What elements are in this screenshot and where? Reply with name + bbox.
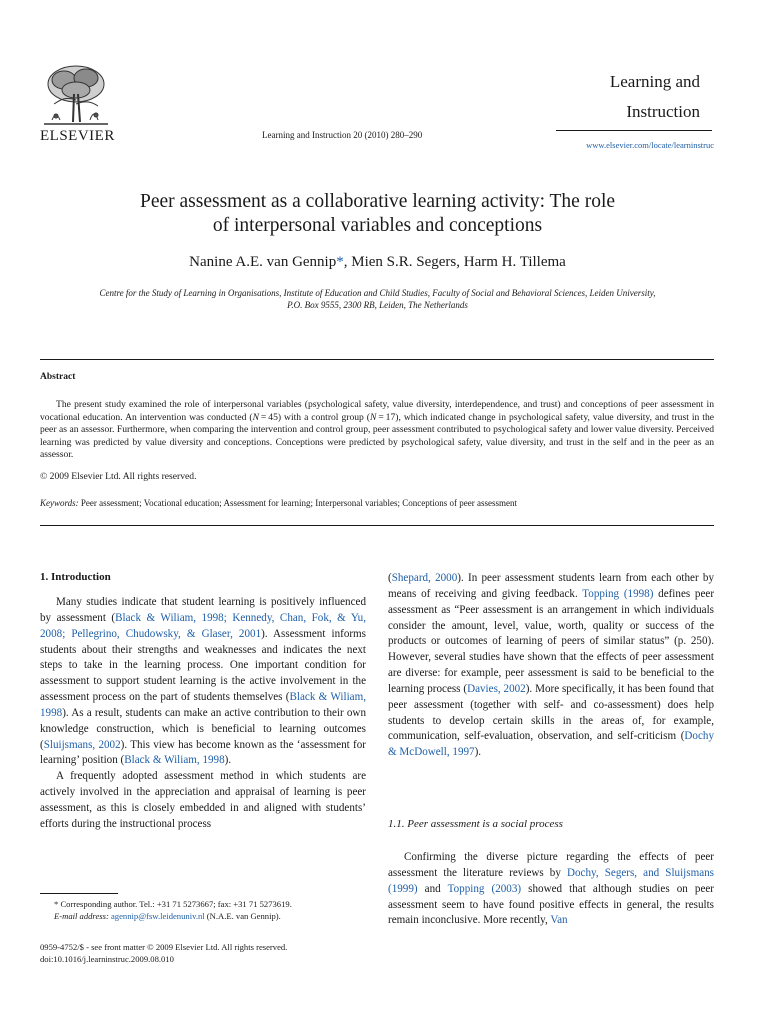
abstract-copyright: © 2009 Elsevier Ltd. All rights reserved.	[40, 471, 197, 482]
section-heading-introduction: 1. Introduction	[40, 571, 111, 583]
issn-line: 0959-4752/$ - see front matter © 2009 Elsevier Ltd. All rights reserved.	[40, 942, 288, 952]
front-matter	[40, 941, 287, 966]
citation-link[interactable]: Topping (2003)	[447, 882, 522, 895]
citation-link[interactable]: Sluijsmans, 2002	[43, 738, 121, 751]
keywords-list: Peer assessment; Vocational education; Assessment for learning; Interpersonal variables; Conceptions of peer assessment	[78, 498, 517, 508]
publisher-name: ELSEVIER	[40, 128, 115, 144]
text-span: defines peer assessment as “Peer assessment is an arrangement in which individuals consider the amount, level, value, worth, quality or success of the products or outcomes of learning of peers of similar status” (p. 250). However, several studies have shown that the effects of peer assessment are diverse: for example, peer assessment is said to be beneficial to the learning process (	[388, 587, 715, 695]
citation-link[interactable]: Black & Wiliam, 1998	[40, 691, 366, 719]
journal-citation: Learning and Instruction 20 (2010) 280–290	[262, 130, 423, 140]
citation-link[interactable]: Black & Wiliam, 1998; Kennedy, Chan, Fok, & Yu, 2008; Pellegrino, Chudowsky, & Glaser, 2001	[40, 611, 366, 640]
title-line1: Peer assessment as a collaborative learning activity: The role	[139, 191, 616, 212]
paragraph	[388, 850, 714, 929]
text-span: ).	[474, 746, 482, 759]
journal-title-line2: Instruction	[626, 102, 700, 121]
authors-rest: , Mien S.R. Segers, Harm H. Tillema	[343, 254, 566, 270]
paragraph	[40, 595, 366, 769]
text-span: Many studies indicate that student learning is positively influenced by assessment (	[40, 596, 366, 624]
text-span: ). Assessment informs students about their strengths and weaknesses and indicates the next steps to take in the learning process. One important condition for assessment to support student learning is the active involvement in the assessment process on the part of students themselves (	[40, 627, 367, 704]
text-span: ).	[224, 754, 232, 767]
right-column-continued	[388, 850, 714, 929]
journal-title-box	[556, 60, 712, 131]
affiliation-line1: Centre for the Study of Learning in Organisations, Institute of Education and Child Studies, Faculty of Social and Behavioral Sciences, Leiden University,	[99, 288, 656, 298]
text-span: showed that although studies on peer assessment seem to have found positive effects in general, the results remain inconclusive. More recently,	[388, 882, 715, 927]
email-note	[40, 910, 370, 922]
citation-link[interactable]: Van	[550, 914, 568, 927]
journal-title-line1: Learning and	[609, 72, 700, 91]
footnote-rule	[40, 893, 118, 894]
affiliation	[40, 287, 715, 311]
abstract-heading: Abstract	[40, 372, 76, 382]
journal-url-link[interactable]: www.elsevier.com/locate/learninstruc	[586, 140, 714, 150]
email-label: E-mail address:	[54, 911, 109, 922]
footnote	[40, 898, 370, 923]
text-span: ). More specifically, it has been found that peer assessment (together with self- and co-assessment) does help students to develop certain skills in the areas of, for example, communication, self-evaluation, observation, and self-criticism (	[388, 682, 714, 743]
abstract-text	[40, 399, 714, 462]
author-1: Nanine A.E. van Gennip	[189, 254, 337, 270]
top-rule	[40, 359, 714, 360]
text-span: and	[417, 882, 448, 895]
abstract-text-b: = 45) with a control group (	[259, 411, 371, 423]
n-variable: N	[252, 411, 260, 423]
email-link[interactable]: agennip@fsw.leidenuniv.nl	[110, 911, 205, 922]
corresponding-author-mark[interactable]: *	[336, 254, 344, 270]
corresponding-author-note: * Corresponding author. Tel.: +31 71 5273667; fax: +31 71 5273619.	[54, 899, 292, 909]
citation-link[interactable]: Davies, 2002	[467, 682, 526, 695]
paragraph: (Shepard, 2000). In peer assessment students learn from each other by means of receiving and giving feedback. Topping (1998) defines peer assessment as “Peer assessment is an arrangement in which individuals consider the amount, level, value, worth, quality or success of the products or outcomes of learning of peers of similar status” (p. 250). However, several studies have shown that the effects of peer assessment are diverse: for example, peer assessment is said to be beneficial to the learning process (Davies, 2002). More specifically, it has been found that peer assessment (together with self- and co-assessment) does help students to develop certain skills in the areas of, for example, communication, self-evaluation, observation, and self-criticism (Dochy & McDowell, 1997).	[388, 572, 715, 759]
elsevier-tree-logo-icon	[40, 60, 112, 132]
text-span: Confirming the diverse picture regarding the effects of peer assessment the literature reviews by	[388, 851, 714, 879]
author-list	[40, 254, 715, 271]
abstract-text-a: The present study examined the role of interpersonal variables (psychological safety, value diversity, interdependence, and trust) and conceptions of peer assessment in vocational education. An intervention was conducted (	[40, 399, 714, 423]
subsection-heading: 1.1. Peer assessment is a social process	[388, 818, 563, 830]
text-span: ). In peer assessment students learn from each other by means of receiving and giving feedback.	[388, 572, 714, 600]
keywords-label: Keywords:	[40, 498, 79, 508]
article-title	[40, 190, 715, 238]
keywords	[40, 498, 517, 508]
text-span: ). As a result, students can make an active contribution to their own knowledge construction, which is beneficial to learning outcomes (	[40, 706, 366, 751]
left-column	[40, 595, 366, 833]
n-variable: N	[370, 411, 377, 423]
citation-link[interactable]: Black & Wiliam, 1998	[124, 754, 225, 767]
paragraph: A frequently adopted assessment method in which students are actively involved in the appreciation and appraisal of learning is peer assessment, as this is closely embedded in and aligned with students’ efforts during the instructional process	[40, 770, 366, 830]
citation-link[interactable]: Shepard, 2000	[391, 572, 458, 584]
citation-link[interactable]: Topping (1998)	[582, 587, 654, 600]
abstract-bottom-rule	[40, 525, 714, 526]
citation-link[interactable]: Dochy, Segers, and Sluijsmans (1999)	[388, 866, 714, 895]
citation-link[interactable]: Dochy & McDowell, 1997	[388, 730, 714, 759]
right-column	[388, 571, 714, 761]
affiliation-line2: P.O. Box 9555, 2300 RB, Leiden, The Netherlands	[287, 300, 468, 310]
doi-line: doi:10.1016/j.learninstruc.2009.08.010	[40, 954, 174, 965]
abstract-text-c: = 17), which indicated change in psychological safety, value diversity, and trust in the peer as an assessor. Furthermore, when comparing the intervention and control group, peer assessment contributed to psychological safety and lower value diversity. Perceived learning was predicted by value diversity and conceptions. Conceptions were predicted by psychological safety, value diversity, and trust in the self and in the peer as an assessor.	[40, 411, 714, 461]
email-suffix: (N.A.E. van Gennip).	[204, 911, 281, 922]
text-span: ). This view has become known as the ‘assessment for learning’ position (	[40, 738, 366, 767]
title-line2: of interpersonal variables and conceptions	[212, 215, 543, 236]
